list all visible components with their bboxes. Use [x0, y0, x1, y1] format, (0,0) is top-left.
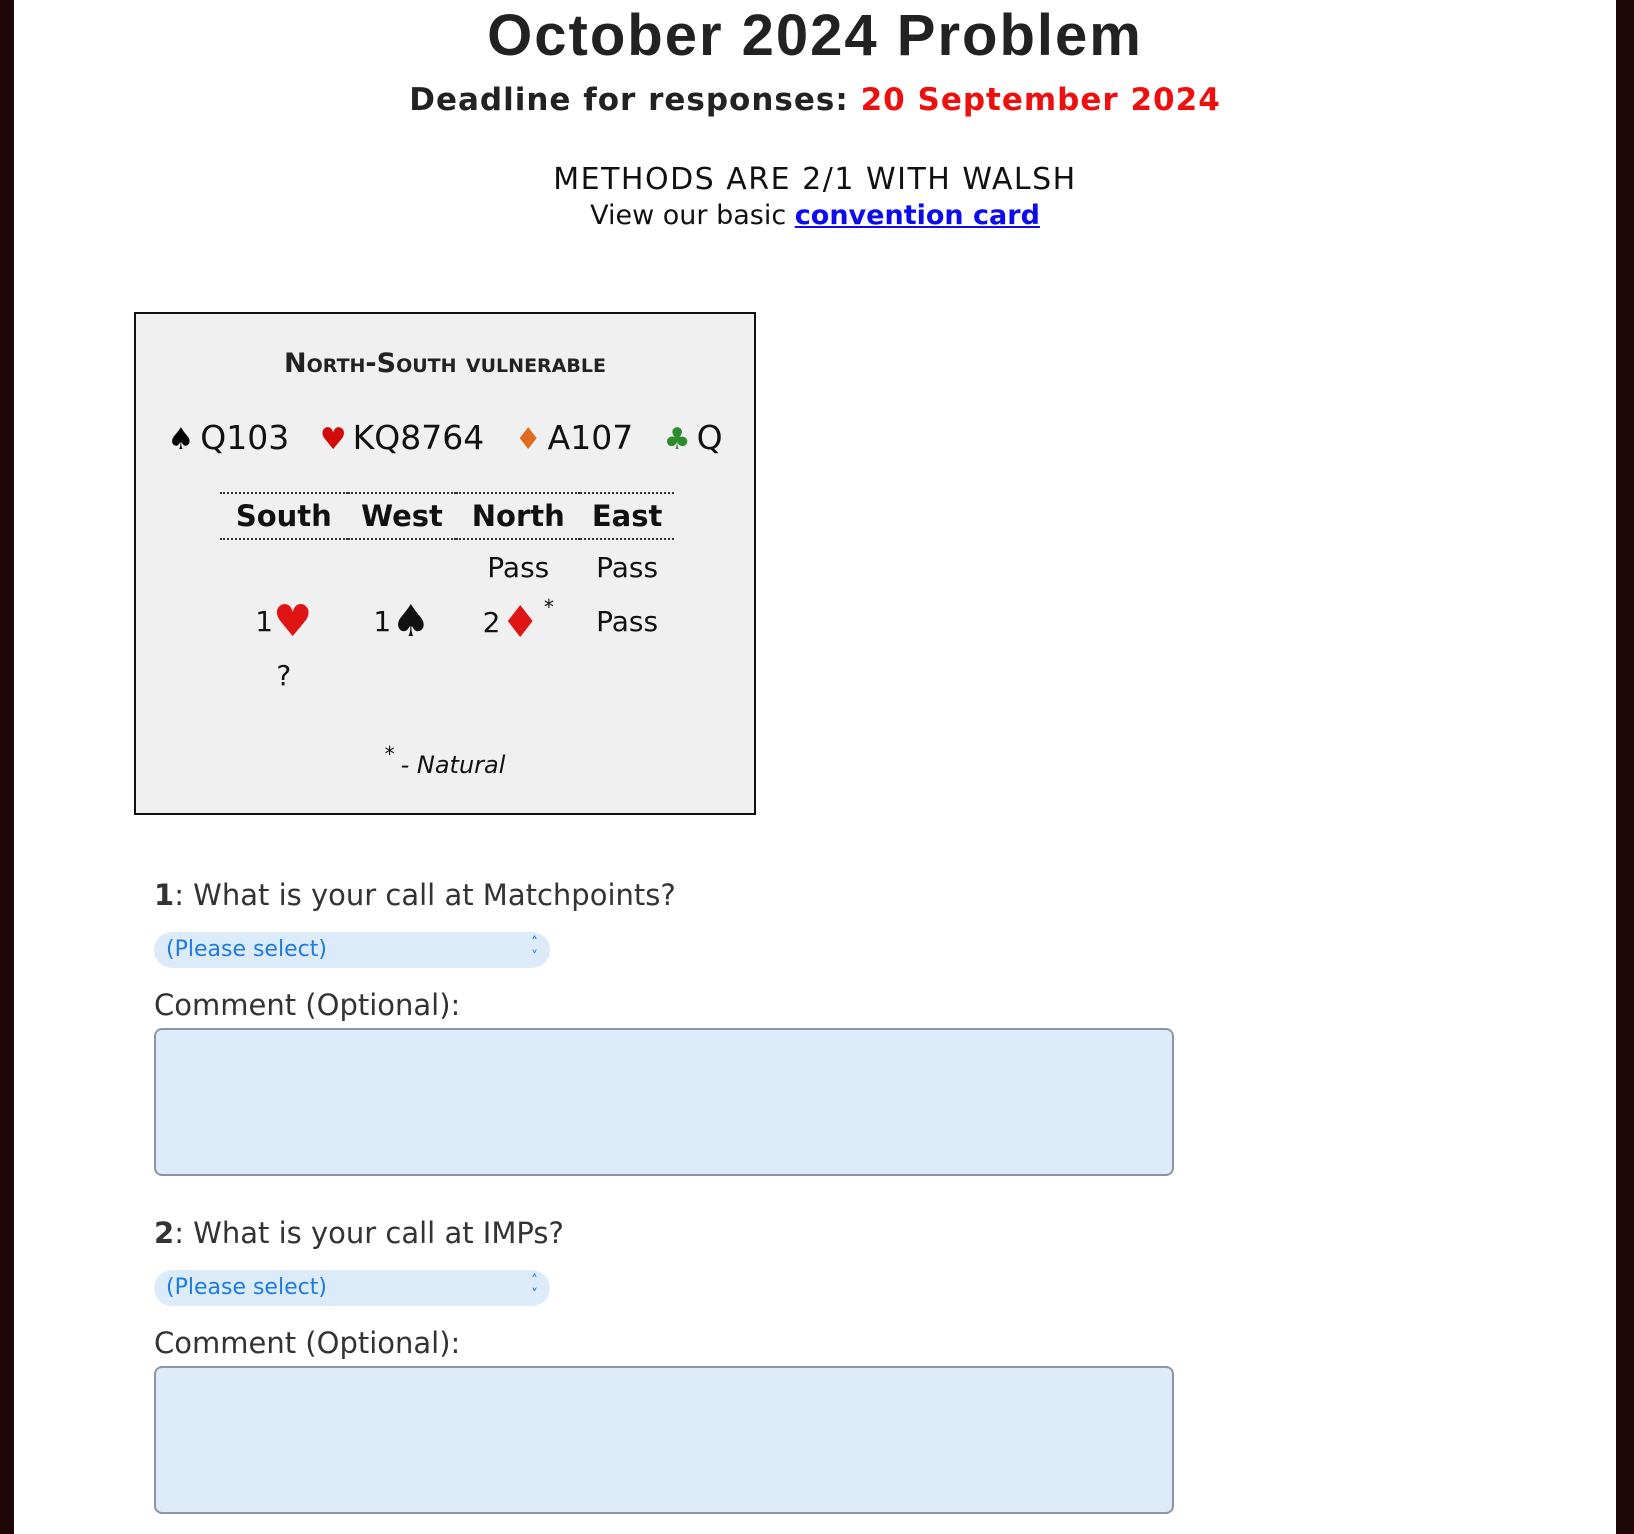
diamond-icon: ♦ [514, 422, 542, 457]
bid-cell [220, 594, 348, 648]
convention-line [14, 200, 1616, 231]
hand-clubs: Q [696, 418, 723, 457]
footnote-mark: * [384, 742, 395, 766]
bid-level: 1 [255, 604, 274, 638]
alert-mark: * [543, 594, 554, 619]
comment-label: Comment (Optional): [154, 988, 461, 1022]
imps-call-select[interactable] [154, 1270, 550, 1306]
bid-level: 2 [482, 605, 501, 639]
auction-header-east: East [580, 493, 674, 539]
chevron-up-down-icon: ˄ ˅ [531, 1273, 538, 1303]
auction-row [220, 648, 674, 702]
question-number: 1 [154, 878, 175, 912]
auction-header-row [220, 493, 674, 539]
bid-cell [456, 648, 580, 702]
auction-row [220, 594, 674, 648]
question-1 [154, 878, 676, 912]
club-icon: ♣ [663, 422, 691, 457]
hand-spades: Q103 [200, 418, 290, 457]
diamond-icon: ♦ [500, 596, 540, 648]
vulnerability: North-South vulnerable [284, 348, 606, 379]
comment-label: Comment (Optional): [154, 1326, 461, 1360]
hand-hearts: KQ8764 [352, 418, 485, 457]
bid-cell [456, 594, 580, 648]
bid-cell: Pass [487, 550, 550, 584]
spade-icon: ♠ [391, 595, 431, 647]
question-number: 2 [154, 1216, 175, 1250]
hand [136, 418, 754, 457]
spade-icon: ♠ [167, 422, 195, 457]
bid-cell [580, 648, 674, 702]
bid-cell [220, 539, 348, 594]
bid-cell: ? [276, 658, 292, 692]
problem-box [134, 312, 756, 815]
matchpoints-comment-field[interactable] [154, 1028, 1174, 1176]
bid-cell [348, 539, 457, 594]
bid-cell [348, 594, 457, 648]
page-title: October 2024 Problem [487, 3, 1143, 68]
deadline-label: Deadline for responses: [409, 82, 849, 118]
select-value: (Please select) [166, 937, 327, 962]
bid-cell: Pass [596, 550, 659, 584]
footnote-text: - Natural [400, 751, 506, 779]
auction-header-south: South [220, 493, 348, 539]
question-text: : What is your call at Matchpoints? [174, 878, 676, 912]
convention-prefix: View our basic [590, 200, 787, 231]
methods-text: METHODS ARE 2/1 WITH WALSH [553, 162, 1077, 197]
imps-comment-field[interactable] [154, 1366, 1174, 1514]
heart-icon: ♥ [319, 422, 347, 457]
convention-card-link[interactable]: convention card [794, 200, 1040, 231]
page [14, 0, 1616, 1534]
auction-row [220, 539, 674, 594]
question-text: : What is your call at IMPs? [174, 1216, 564, 1250]
bid-cell: Pass [596, 604, 659, 638]
select-value: (Please select) [166, 1275, 327, 1300]
auction-header-west: West [348, 493, 457, 539]
bid-level: 1 [373, 604, 392, 638]
deadline-date: 20 September 2024 [860, 82, 1221, 118]
bid-cell [348, 648, 457, 702]
heart-icon: ♥ [273, 595, 313, 647]
footnote [136, 742, 754, 779]
question-2 [154, 1216, 564, 1250]
auction-table [220, 492, 674, 702]
matchpoints-call-select[interactable] [154, 932, 550, 968]
chevron-up-down-icon: ˄ ˅ [531, 935, 538, 965]
auction-header-north: North [456, 493, 580, 539]
deadline [14, 82, 1616, 118]
hand-diamonds: A107 [547, 418, 634, 457]
